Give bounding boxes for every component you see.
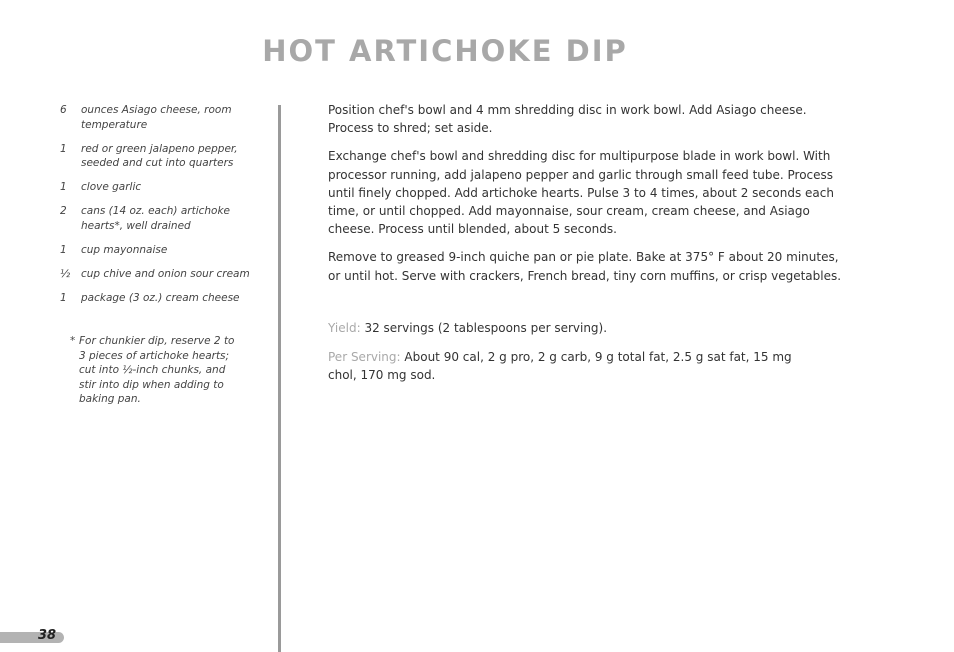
- ingredient-quantity: 2: [60, 205, 67, 217]
- per-serving-label: Per Serving:: [328, 350, 401, 364]
- footnote-marker: *: [70, 335, 76, 347]
- nutrition-info: [328, 348, 818, 384]
- yield-info: [328, 319, 843, 337]
- ingredient-item: [58, 103, 258, 132]
- directions: [328, 101, 843, 295]
- ingredient-description: cup mayonnaise: [81, 243, 168, 256]
- ingredient-quantity: 6: [60, 104, 67, 116]
- ingredient-quantity: 1: [60, 243, 67, 256]
- direction-step: Exchange chef's bowl and shredding disc for multipurpose blade in work bowl. With processor running, add jalapeno pepper and garlic through small feed tube. Process until finely chopped. Add artichoke hearts. Pulse 3 to 4 times, about 2 seconds each time, or until chopped. Add mayonnaise, sour cream, cream cheese, and Asiago cheese. Process until blended, about 5 seconds.: [328, 149, 834, 237]
- page-title: HOT ARTICHOKE DIP: [262, 34, 628, 68]
- ingredient-quantity: ½: [60, 267, 71, 280]
- ingredient-quantity: 1: [60, 142, 67, 155]
- ingredient-item: [58, 142, 258, 171]
- footnote: [70, 334, 240, 407]
- ingredient-description: red or green jalapeno pepper, seeded and cut into quarters: [81, 142, 238, 169]
- ingredient-item: [58, 291, 258, 306]
- ingredient-description: ounces Asiago cheese, room temperature: [81, 104, 232, 131]
- ingredient-item: [58, 180, 258, 195]
- ingredient-item: [58, 267, 258, 282]
- ingredient-item: [58, 204, 258, 233]
- yield-value: 32 servings (2 tablespoons per serving).: [364, 321, 608, 335]
- direction-step: Remove to greased 9-inch quiche pan or pie plate. Bake at 375° F about 20 minutes, or until hot. Serve with crackers, French bread, tiny corn muffins, or crisp vegetables.: [328, 250, 842, 283]
- ingredient-item: [58, 243, 258, 258]
- page-number: 38: [38, 628, 57, 643]
- column-divider: [278, 105, 281, 652]
- yield-label: Yield:: [328, 321, 361, 335]
- ingredient-list: [58, 103, 258, 315]
- ingredient-description: package (3 oz.) cream cheese: [81, 291, 240, 304]
- ingredient-quantity: 1: [60, 181, 67, 193]
- ingredient-description: cup chive and onion sour cream: [81, 267, 250, 280]
- ingredient-description: cans (14 oz. each) artichoke hearts*, well drained: [81, 205, 231, 232]
- direction-step: Position chef's bowl and 4 mm shredding disc in work bowl. Add Asiago cheese. Process to shred; set aside.: [328, 103, 807, 136]
- ingredient-quantity: 1: [60, 291, 67, 304]
- footnote-text: For chunkier dip, reserve 2 to 3 pieces of artichoke hearts; cut into ½-inch chunks, and stir into dip when adding to baking pan.: [79, 335, 235, 405]
- ingredient-description: clove garlic: [81, 181, 142, 193]
- per-serving-value: About 90 cal, 2 g pro, 2 g carb, 9 g total fat, 2.5 g sat fat, 15 mg chol, 170 mg sod.: [328, 350, 792, 383]
